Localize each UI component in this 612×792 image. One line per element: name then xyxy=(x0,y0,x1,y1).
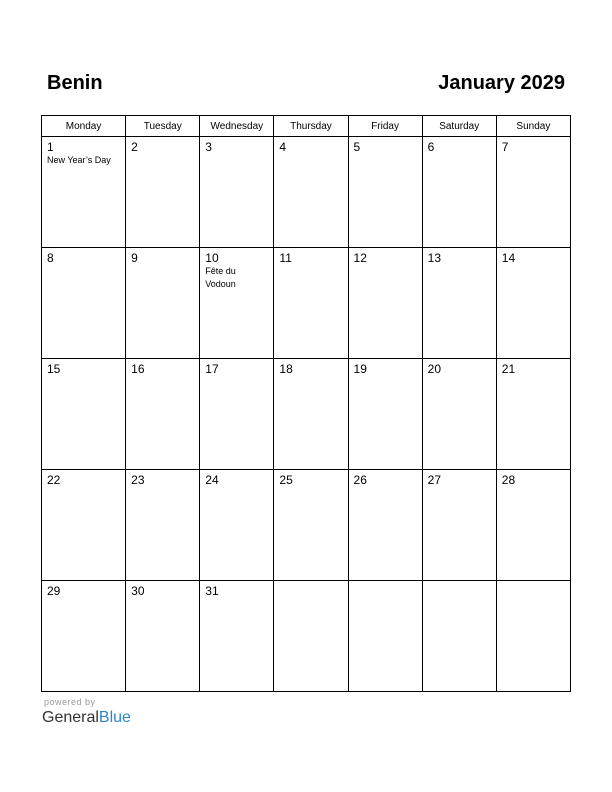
day-cell xyxy=(274,137,348,248)
day-cell xyxy=(42,137,126,248)
weekday-monday: Monday xyxy=(42,116,126,137)
week-row xyxy=(42,581,571,692)
weekday-tuesday: Tuesday xyxy=(126,116,200,137)
powered-by-label: powered by xyxy=(44,697,96,707)
day-cell xyxy=(126,359,200,470)
day-cell xyxy=(42,581,126,692)
day-cell xyxy=(422,470,496,581)
day-cell xyxy=(200,248,274,359)
brand-wordmark xyxy=(42,708,131,728)
empty-day-cell xyxy=(422,581,496,692)
week-row xyxy=(42,248,571,359)
day-number: 31 xyxy=(205,584,219,598)
day-cell xyxy=(200,470,274,581)
day-cell xyxy=(42,470,126,581)
day-cell xyxy=(274,248,348,359)
day-number: 9 xyxy=(131,251,138,265)
day-number: 20 xyxy=(427,362,442,376)
day-cell xyxy=(42,359,126,470)
day-number: 17 xyxy=(205,362,219,376)
day-number: 23 xyxy=(131,473,145,487)
weekday-saturday: Saturday xyxy=(422,116,496,137)
empty-day-cell xyxy=(348,581,422,692)
day-cell xyxy=(42,248,126,359)
day-cell xyxy=(348,248,422,359)
day-number: 12 xyxy=(353,251,367,265)
day-cell xyxy=(274,470,348,581)
day-cell xyxy=(348,359,422,470)
week-row xyxy=(42,137,571,248)
day-number: 28 xyxy=(501,473,516,487)
day-cell xyxy=(126,581,200,692)
weekday-friday: Friday xyxy=(348,116,422,137)
week-row xyxy=(42,359,571,470)
day-number: 14 xyxy=(501,251,516,265)
day-cell xyxy=(496,359,570,470)
day-number: 13 xyxy=(427,251,442,265)
day-number: 5 xyxy=(353,140,361,154)
day-number: 11 xyxy=(279,251,292,265)
day-number: 30 xyxy=(131,584,145,598)
day-number: 26 xyxy=(353,473,367,487)
day-cell xyxy=(496,470,570,581)
day-number: 16 xyxy=(131,362,145,376)
day-number: 10 xyxy=(205,251,219,265)
day-number: 19 xyxy=(353,362,367,376)
holiday-label: Fête du Vodoun xyxy=(205,266,236,289)
day-cell xyxy=(126,248,200,359)
weekday-sunday: Sunday xyxy=(496,116,570,137)
day-cell xyxy=(126,137,200,248)
brand-blue-text: Blue xyxy=(98,709,131,726)
day-cell xyxy=(200,581,274,692)
country-title: Benin xyxy=(47,72,103,94)
brand-general-text: General xyxy=(42,709,99,726)
weekday-wednesday: Wednesday xyxy=(200,116,274,137)
day-number: 25 xyxy=(279,473,293,487)
week-row xyxy=(42,470,571,581)
day-cell xyxy=(348,470,422,581)
day-number: 1 xyxy=(47,140,54,154)
day-cell xyxy=(274,359,348,470)
day-number: 18 xyxy=(279,362,293,376)
day-number: 2 xyxy=(131,140,138,154)
day-number: 27 xyxy=(427,473,442,487)
empty-day-cell xyxy=(274,581,348,692)
holiday-label: New Year’s Day xyxy=(47,155,111,165)
day-number: 21 xyxy=(501,362,516,376)
day-cell xyxy=(200,359,274,470)
day-number: 24 xyxy=(205,473,219,487)
day-number: 4 xyxy=(279,140,287,154)
day-cell xyxy=(348,137,422,248)
day-number: 6 xyxy=(427,140,435,154)
day-cell xyxy=(496,248,570,359)
day-cell xyxy=(126,470,200,581)
month-year-title: January 2029 xyxy=(438,72,565,94)
weekday-thursday: Thursday xyxy=(274,116,348,137)
day-number: 22 xyxy=(47,473,61,487)
generalblue-logo xyxy=(42,696,131,728)
day-cell xyxy=(422,137,496,248)
day-cell xyxy=(200,137,274,248)
day-cell xyxy=(422,248,496,359)
day-number: 3 xyxy=(205,140,212,154)
day-cell xyxy=(422,359,496,470)
weekday-header-row xyxy=(42,116,571,137)
day-number: 29 xyxy=(47,584,61,598)
day-cell xyxy=(496,137,570,248)
empty-day-cell xyxy=(496,581,570,692)
day-number: 15 xyxy=(47,362,61,376)
day-number: 7 xyxy=(501,140,509,154)
calendar-grid xyxy=(41,115,571,692)
day-number: 8 xyxy=(47,251,54,265)
